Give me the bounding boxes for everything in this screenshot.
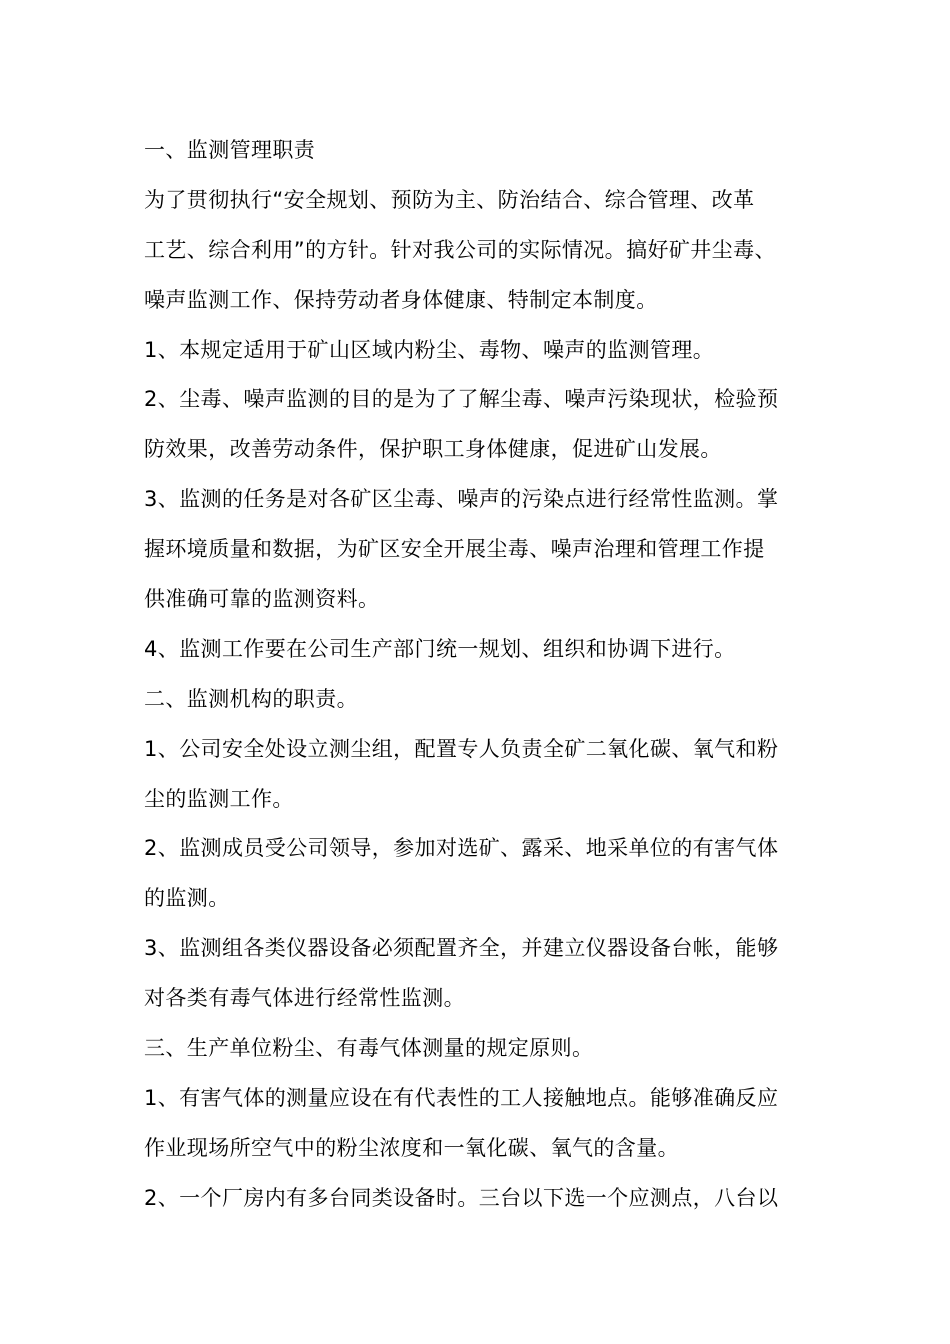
text-line: 2、一个厂房内有多台同类设备时。三台以下选一个应测点，八台以 (144, 1185, 779, 1210)
text-line: 防效果，改善劳动条件，保护职工身体健康，促进矿山发展。 (144, 437, 722, 462)
text-line: 1、有害气体的测量应设在有代表性的工人接触地点。能够准确反应 (144, 1085, 779, 1110)
text-line: 对各类有毒气体进行经常性监测。 (144, 986, 465, 1011)
text-line: 三、生产单位粉尘、有毒气体测量的规定原则。 (144, 1036, 594, 1061)
document-body (144, 126, 834, 1224)
text-line: 一、监测管理职责 (144, 138, 316, 162)
text-line: 噪声监测工作、保持劳动者身体健康、特制定本制度。 (144, 287, 658, 312)
text-line: 3、监测组各类仪器设备必须配置齐全，并建立仪器设备台帐，能够 (144, 936, 779, 961)
text-line: 供准确可靠的监测资料。 (144, 587, 380, 612)
text-line: 的监测。 (144, 886, 230, 911)
text-line: 握环境质量和数据，为矿区安全开展尘毒、噪声治理和管理工作提 (144, 537, 765, 562)
text-line: 2、监测成员受公司领导，参加对选矿、露采、地采单位的有害气体 (144, 836, 779, 861)
text-line: 4、监测工作要在公司生产部门统一规划、组织和协调下进行。 (144, 636, 736, 661)
text-line: 工艺、综合利用”的方针。针对我公司的实际情况。搞好矿井尘毒、 (144, 237, 776, 262)
text-line: 作业现场所空气中的粉尘浓度和一氧化碳、氧气的含量。 (144, 1135, 679, 1160)
text-line: 2、尘毒、噪声监测的目的是为了了解尘毒、噪声污染现状，检验预 (144, 387, 779, 412)
text-line: 尘的监测工作。 (144, 786, 294, 811)
text-line: 1、公司安全处设立测尘组，配置专人负责全矿二氧化碳、氧气和粉 (144, 736, 779, 761)
text-line: 为了贯彻执行“安全规划、预防为主、防治结合、综合管理、改革 (144, 187, 755, 212)
text-line: 二、监测机构的职责。 (144, 686, 358, 711)
text-line: 3、监测的任务是对各矿区尘毒、噪声的污染点进行经常性监测。掌 (144, 487, 779, 512)
text-line: 1、本规定适用于矿山区域内粉尘、毒物、噪声的监测管理。 (144, 337, 715, 362)
